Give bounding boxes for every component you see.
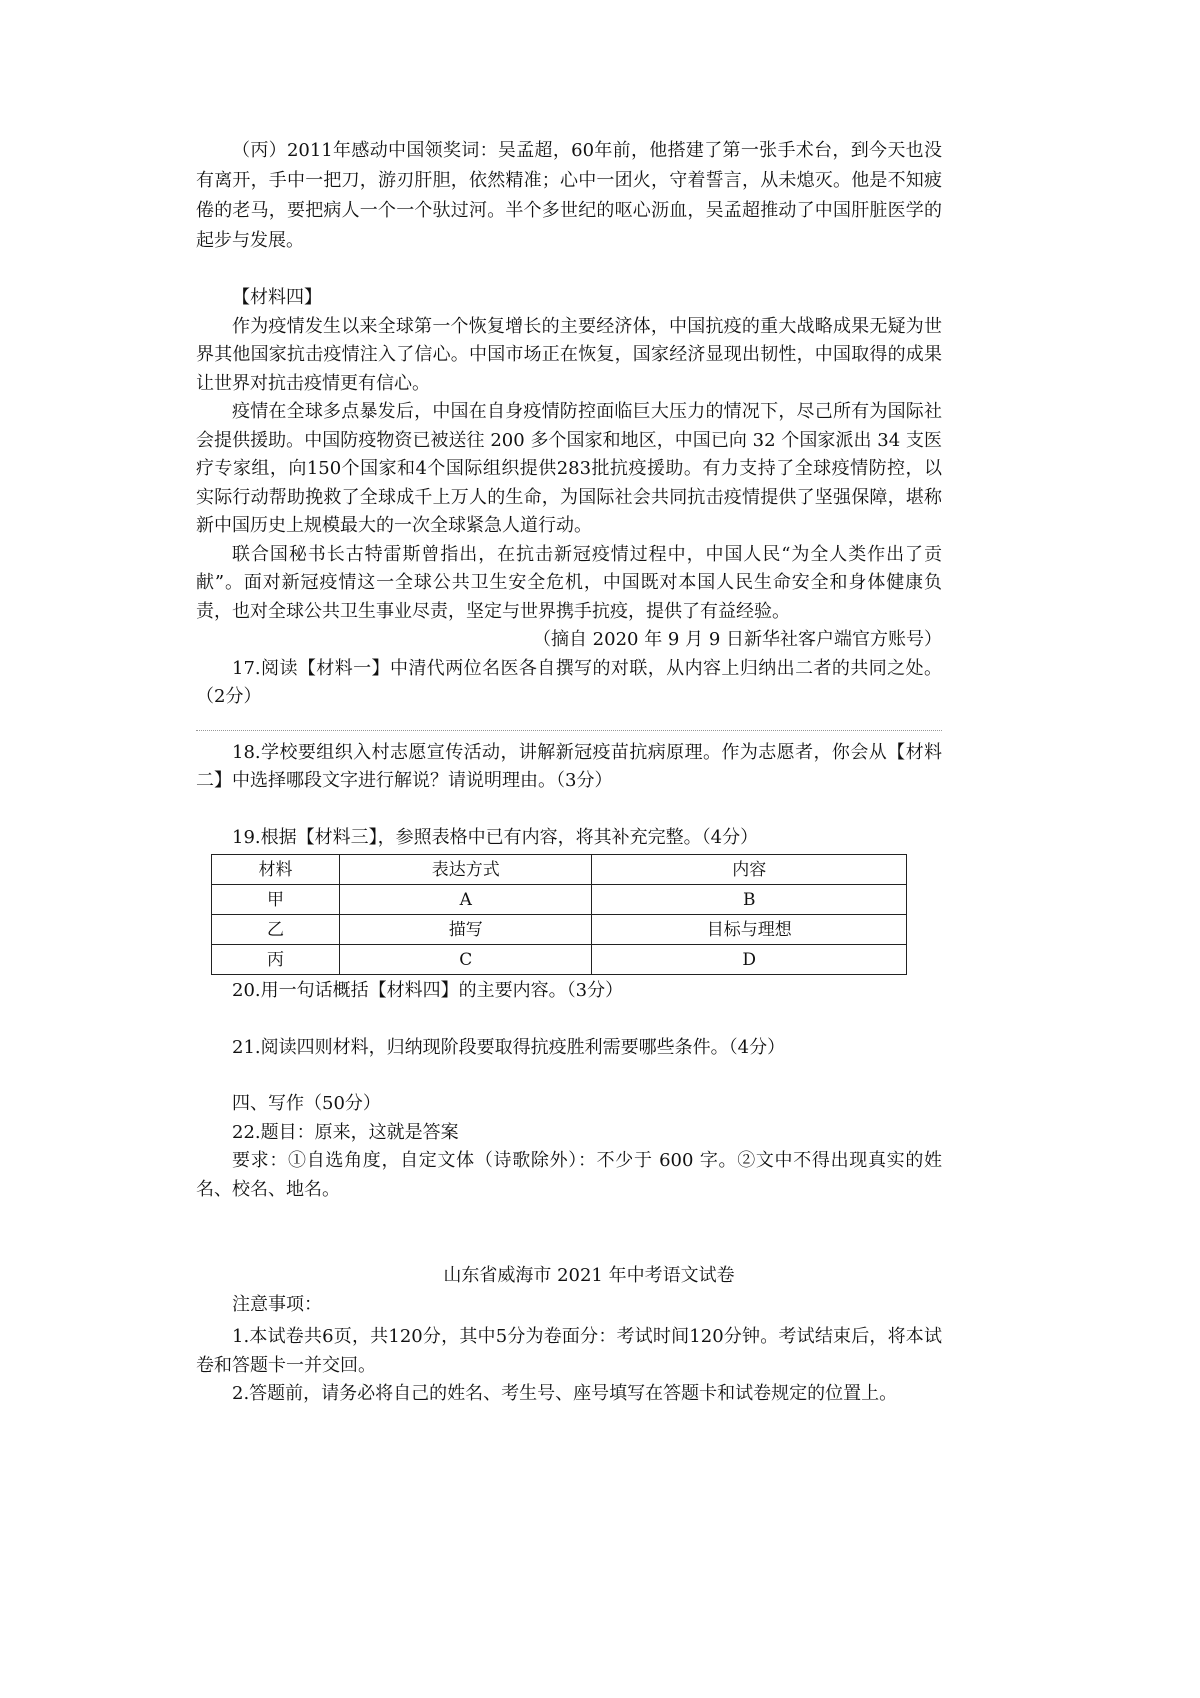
table-row: [212, 915, 907, 945]
note-2: 2.答题前，请务必将自己的姓名、考生号、座号填写在答题卡和试卷规定的位置上。: [232, 1383, 898, 1404]
exam-title: 山东省威海市 2021 年中考语文试卷: [443, 1265, 735, 1286]
table-cell: 甲: [212, 885, 340, 915]
table-header: 内容: [592, 855, 907, 885]
table-row: [212, 885, 907, 915]
table-cell: 目标与理想: [592, 915, 907, 945]
table-cell: A: [340, 885, 592, 915]
material-4-para-2: 疫情在全球多点暴发后，中国在自身疫情防控面临巨大压力的情况下，尽己所有为国际社会提供援助。中国防疫物资已被送往 200 多个国家和地区，中国已向 32 个国家派出 34 支医疗专家组，向150个国家和4个国际组织提供283批抗疫援助。有力支持了全球疫情防控，以实际行动帮助挽救了全球成千上万人的生命，为国际社会共同抗击疫情提供了坚强保障，堪称新中国历史上规模最大的一次全球紧急人道行动。: [196, 401, 942, 536]
material-4-para-3: 联合国秘书长古特雷斯曾指出，在抗击新冠疫情过程中，中国人民“为全人类作出了贡献”。面对新冠疫情这一全球公共卫生安全危机，中国既对本国人民生命安全和身体健康负责，也对全球公共卫生事业尽责，坚定与世界携手抗疫，提供了有益经验。: [196, 543, 942, 622]
material-4-source: （摘自 2020 年 9 月 9 日新华社客户端官方账号）: [532, 629, 942, 650]
table-header: 表达方式: [340, 855, 592, 885]
question-22: 22.题目：原来，这就是答案: [232, 1121, 459, 1143]
question-17: 17.阅读【材料一】中清代两位名医各自撰写的对联，从内容上归纳出二者的共同之处。（2分）: [196, 657, 942, 707]
table-header: 材料: [212, 855, 340, 885]
question-18: 18.学校要组织入村志愿宣传活动，讲解新冠疫苗抗病原理。作为志愿者，你会从【材料二】中选择哪段文字进行解说？请说明理由。（3分）: [196, 741, 942, 791]
table-row: [212, 945, 907, 975]
table-cell: 乙: [212, 915, 340, 945]
notes-title: 注意事项：: [232, 1293, 322, 1315]
question-19: 19.根据【材料三】，参照表格中已有内容，将其补充完整。（4分）: [232, 826, 759, 848]
material-4-title: 【材料四】: [232, 287, 322, 308]
note-1: 1.本试卷共6页，共120分，其中5分为卷面分：考试时间120分钟。考试结束后，将本试卷和答题卡一并交回。: [196, 1326, 942, 1376]
table-cell: B: [592, 885, 907, 915]
question-21: 21.阅读四则材料，归纳现阶段要取得抗疫胜利需要哪些条件。（4分）: [232, 1036, 786, 1058]
table-cell: C: [340, 945, 592, 975]
answer-line: [196, 730, 942, 731]
section-writing: 四、写作（50分）: [232, 1093, 381, 1114]
table-header-row: [212, 855, 907, 885]
table-cell: 描写: [340, 915, 592, 945]
table-cell: D: [592, 945, 907, 975]
question-20: 20.用一句话概括【材料四】的主要内容。（3分）: [232, 980, 624, 1001]
table-cell: 丙: [212, 945, 340, 975]
material-3-bing: （丙）2011年感动中国领奖词：吴孟超，60年前，他搭建了第一张手术台，到今天也没有离开，手中一把刀，游刃肝胆，依然精准；心中一团火，守着誓言，从未熄灭。他是不知疲倦的老马，要把病人一个一个驮过河。半个多世纪的呕心沥血，吴孟超推动了中国肝脏医学的起步与发展。: [196, 140, 942, 251]
answer-table: [211, 854, 907, 975]
writing-requirements: 要求：①自选角度，自定文体（诗歌除外）：不少于 600 字。②文中不得出现真实的姓名、校名、地名。: [196, 1150, 942, 1200]
material-4-para-1: 作为疫情发生以来全球第一个恢复增长的主要经济体，中国抗疫的重大战略成果无疑为世界其他国家抗击疫情注入了信心。中国市场正在恢复，国家经济显现出韧性，中国取得的成果让世界对抗击疫情更有信心。: [196, 315, 942, 394]
